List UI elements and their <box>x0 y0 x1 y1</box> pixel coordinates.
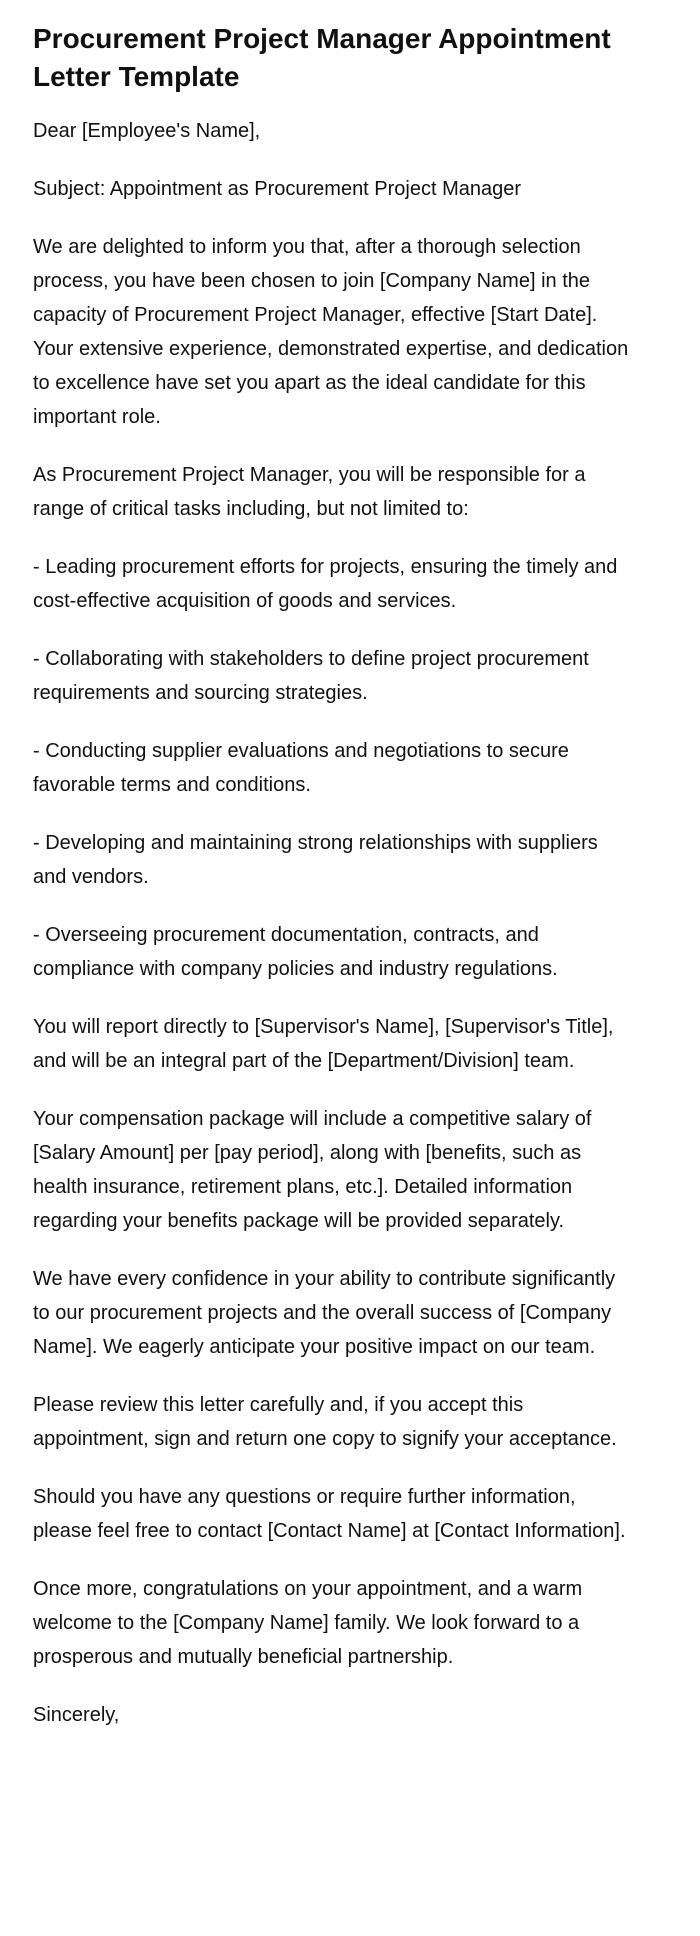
letter-paragraph: - Developing and maintaining strong relationships with suppliers and vendors. <box>33 832 598 888</box>
letter-paragraph: - Leading procurement efforts for projects, ensuring the timely and cost-effective acquisition of goods and services. <box>33 556 618 612</box>
letter-paragraph: Subject: Appointment as Procurement Project Manager <box>33 178 522 200</box>
letter-paragraph: Your compensation package will include a competitive salary of [Salary Amount] per [pay period], along with [benefits, such as health insurance, retirement plans, etc.]. Detailed information regarding your benefits package will be provided separately. <box>33 1108 592 1232</box>
letter-paragraph: As Procurement Project Manager, you will be responsible for a range of critical tasks including, but not limited to: <box>33 464 586 520</box>
letter-paragraph: You will report directly to [Supervisor's Name], [Supervisor's Title], and will be an integral part of the [Department/Division] team. <box>33 1016 614 1072</box>
letter-paragraph: Once more, congratulations on your appointment, and a warm welcome to the [Company Name] family. We look forward to a prosperous and mutually beneficial partnership. <box>33 1578 583 1668</box>
page-title: Procurement Project Manager Appointment Letter Template <box>33 23 611 92</box>
letter-paragraph: Should you have any questions or require further information, please feel free to contact [Contact Name] at [Contact Information]. <box>33 1486 626 1542</box>
letter-paragraph: Dear [Employee's Name], <box>33 120 261 142</box>
letter-paragraph: Please review this letter carefully and, if you accept this appointment, sign and return one copy to signify your acceptance. <box>33 1394 617 1450</box>
letter-paragraph: - Collaborating with stakeholders to define project procurement requirements and sourcing strategies. <box>33 648 589 704</box>
letter-paragraph: - Conducting supplier evaluations and negotiations to secure favorable terms and conditions. <box>33 740 569 796</box>
letter-paragraph: Sincerely, <box>33 1704 120 1726</box>
letter-paragraph: We are delighted to inform you that, after a thorough selection process, you have been chosen to join [Company Name] in the capacity of Procurement Project Manager, effective [Start Date]. Your extensive experience, demonstrated expertise, and dedication to excellence have set you apart as the ideal candidate for this important role. <box>33 236 629 428</box>
letter-paragraph: We have every confidence in your ability to contribute significantly to our procurement projects and the overall success of [Company Name]. We eagerly anticipate your positive impact on our team. <box>33 1268 616 1358</box>
letter-paragraph: - Overseeing procurement documentation, contracts, and compliance with company policies and industry regulations. <box>33 924 558 980</box>
letter-body <box>33 114 633 1732</box>
